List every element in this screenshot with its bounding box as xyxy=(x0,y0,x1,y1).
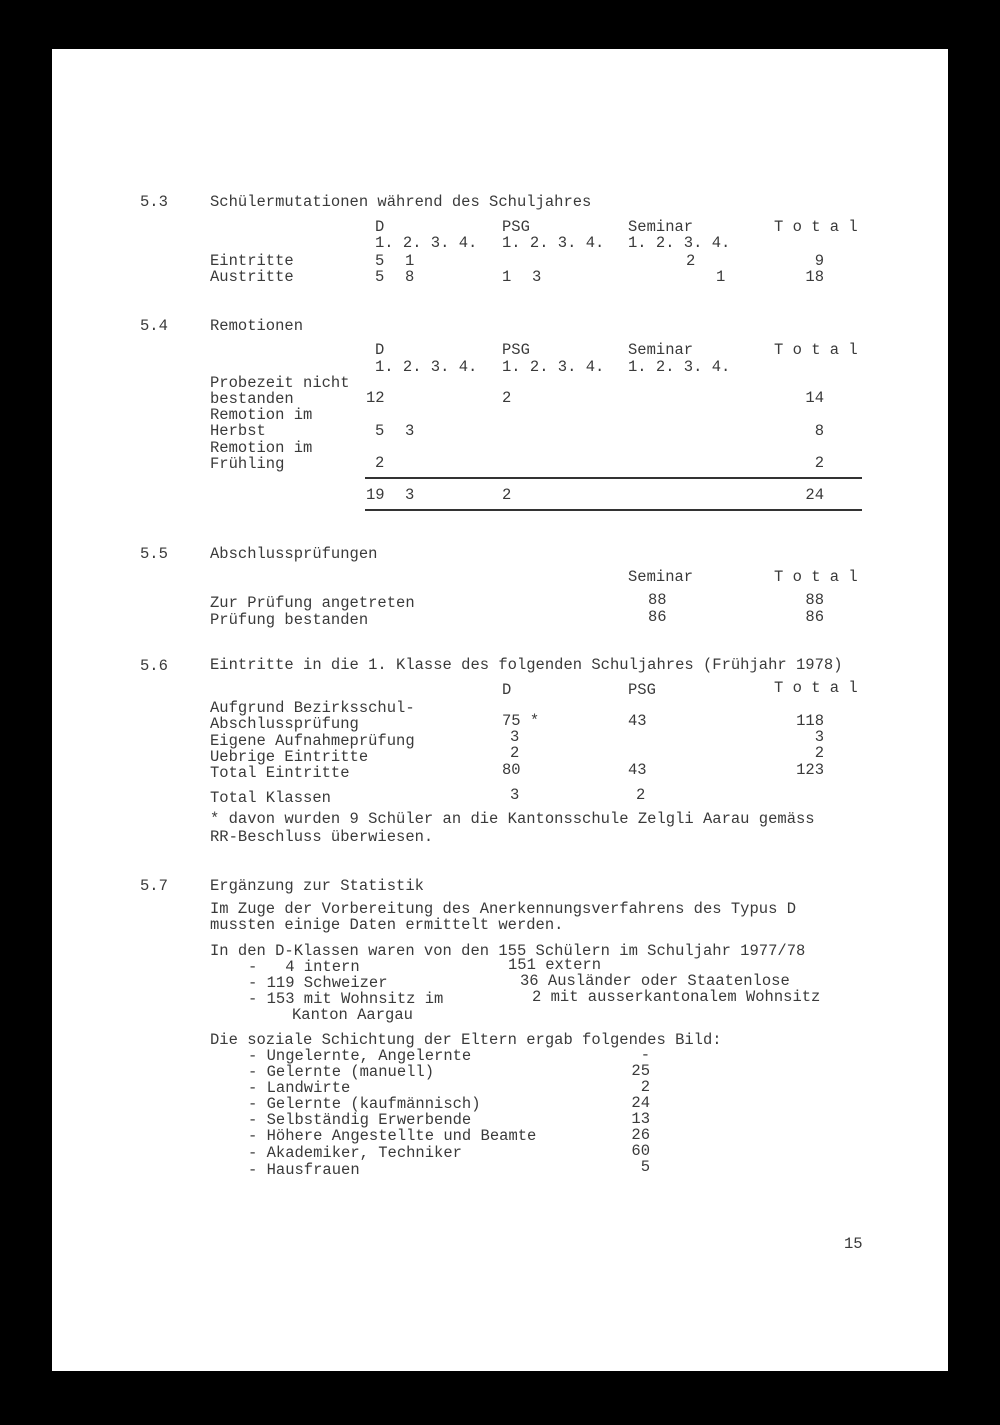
col-header-psg: PSG xyxy=(628,681,656,699)
cell-total: 14 xyxy=(805,389,824,407)
cell: 2 xyxy=(686,252,696,270)
sum-rule-bottom xyxy=(365,509,862,511)
list-item-value: 13 xyxy=(631,1110,650,1128)
section-number: 5.6 xyxy=(140,657,168,675)
cell-total: 86 xyxy=(805,608,824,626)
row-label: Abschlussprüfung xyxy=(210,715,359,733)
paragraph-line: mussten einige Daten ermittelt werden. xyxy=(210,916,564,934)
row-label: Frühling xyxy=(210,455,285,473)
row-label: Uebrige Eintritte xyxy=(210,748,369,766)
col-header-d: D xyxy=(375,341,385,359)
list-item-value: - xyxy=(640,1046,650,1064)
cell: 3 xyxy=(510,728,520,746)
stat-left: - 119 Schweizer xyxy=(248,974,388,992)
section-number: 5.4 xyxy=(140,317,168,335)
cell: 5 xyxy=(375,268,385,286)
cell: 5 xyxy=(375,422,385,440)
cell: 80 xyxy=(502,761,521,779)
cell: 75 * xyxy=(502,712,540,730)
cell-total: 8 xyxy=(814,422,824,440)
class-numbers-psg: 1. 2. 3. 4. xyxy=(502,234,605,252)
class-numbers-seminar: 1. 2. 3. 4. xyxy=(628,358,731,376)
document-page xyxy=(52,49,948,1371)
row-label: Remotion im xyxy=(210,439,313,457)
cell: 3 xyxy=(405,422,415,440)
sum-rule-top xyxy=(365,477,862,479)
row-label: bestanden xyxy=(210,390,294,408)
stat-left: Kanton Aargau xyxy=(292,1006,413,1024)
cell: 2 xyxy=(502,389,512,407)
row-label: Total Eintritte xyxy=(210,764,350,782)
section-title: Ergänzung zur Statistik xyxy=(210,877,424,895)
stat-right: 36 Ausländer oder Staatenlose xyxy=(520,972,790,990)
cell-total: 9 xyxy=(814,252,824,270)
col-header-d: D xyxy=(502,681,512,699)
cell: 43 xyxy=(628,761,647,779)
cell-total: 18 xyxy=(805,268,824,286)
col-header-d: D xyxy=(375,218,385,236)
cell-total: 3 xyxy=(814,728,824,746)
cell: 5 xyxy=(375,252,385,270)
row-label: Probezeit nicht xyxy=(210,374,350,392)
cell: 3 xyxy=(532,268,542,286)
row-label: Remotion im xyxy=(210,406,313,424)
col-header-total: T o t a l xyxy=(774,679,858,697)
row-label: Eigene Aufnahmeprüfung xyxy=(210,732,415,750)
class-numbers-seminar: 1. 2. 3. 4. xyxy=(628,234,731,252)
row-label: Total Klassen xyxy=(210,789,331,807)
col-header-total: T o t a l xyxy=(774,341,858,359)
col-header-seminar: Seminar xyxy=(628,218,694,236)
list-item-label: - Akademiker, Techniker xyxy=(248,1144,462,1162)
cell: 8 xyxy=(405,268,415,286)
cell: 88 xyxy=(648,591,667,609)
list-item-label: - Ungelernte, Angelernte xyxy=(248,1047,472,1065)
paragraph-line: In den D-Klassen waren von den 155 Schülern im Schuljahr 1977/78 xyxy=(210,942,806,960)
section-number: 5.5 xyxy=(140,545,168,563)
list-item-value: 25 xyxy=(631,1062,650,1080)
class-numbers-d: 1. 2. 3. 4. xyxy=(375,358,478,376)
section-title: Abschlussprüfungen xyxy=(210,545,378,563)
page-number: 15 xyxy=(844,1235,863,1253)
cell: 2 xyxy=(636,786,646,804)
cell-total: 2 xyxy=(814,744,824,762)
sum-total: 24 xyxy=(805,486,824,504)
row-label: Zur Prüfung angetreten xyxy=(210,594,415,612)
sum-cell: 19 xyxy=(366,486,385,504)
row-label: Prüfung bestanden xyxy=(210,611,369,629)
row-label: Eintritte xyxy=(210,252,294,270)
stat-left: - 4 intern xyxy=(248,958,360,976)
cell: 2 xyxy=(510,744,520,762)
cell: 1 xyxy=(716,268,726,286)
col-header-psg: PSG xyxy=(502,341,530,359)
section-title: Eintritte in die 1. Klasse des folgenden Schuljahres (Frühjahr 1978) xyxy=(210,656,843,674)
list-item-label: - Landwirte xyxy=(248,1079,351,1097)
list-item-label: - Höhere Angestellte und Beamte xyxy=(248,1127,537,1145)
row-label: Herbst xyxy=(210,422,266,440)
paragraph-line: Im Zuge der Vorbereitung des Anerkennungsverfahrens des Typus D xyxy=(210,900,796,918)
cell-total: 123 xyxy=(796,761,824,779)
cell-total: 2 xyxy=(814,454,824,472)
cell: 3 xyxy=(510,786,520,804)
class-numbers-psg: 1. 2. 3. 4. xyxy=(502,358,605,376)
list-item-value: 2 xyxy=(640,1078,650,1096)
list-item-value: 24 xyxy=(631,1094,650,1112)
cell-total: 88 xyxy=(805,591,824,609)
col-header-total: T o t a l xyxy=(774,218,858,236)
col-header-seminar: Seminar xyxy=(628,568,694,586)
row-label: Aufgrund Bezirksschul- xyxy=(210,699,415,717)
row-label: Austritte xyxy=(210,268,294,286)
stat-right: 151 extern xyxy=(508,956,602,974)
cell: 2 xyxy=(375,454,385,472)
stat-right: 2 mit ausserkantonalem Wohnsitz xyxy=(532,988,821,1006)
col-header-psg: PSG xyxy=(502,218,530,236)
section-title: Schülermutationen während des Schuljahres xyxy=(210,193,592,211)
section-title: Remotionen xyxy=(210,317,304,335)
cell: 43 xyxy=(628,712,647,730)
footnote-line: RR-Beschluss überwiesen. xyxy=(210,828,434,846)
list-item-label: - Gelernte (kaufmännisch) xyxy=(248,1095,481,1113)
cell: 1 xyxy=(405,252,415,270)
section-number: 5.7 xyxy=(140,877,168,895)
paragraph-line: Die soziale Schichtung der Eltern ergab folgendes Bild: xyxy=(210,1031,722,1049)
list-item-label: - Hausfrauen xyxy=(248,1161,360,1179)
col-header-seminar: Seminar xyxy=(628,341,694,359)
section-number: 5.3 xyxy=(140,193,168,211)
sum-cell: 3 xyxy=(405,486,415,504)
cell-total: 118 xyxy=(796,712,824,730)
footnote-line: * davon wurden 9 Schüler an die Kantonsschule Zelgli Aarau gemäss xyxy=(210,810,815,828)
list-item-value: 60 xyxy=(631,1142,650,1160)
col-header-total: T o t a l xyxy=(774,568,858,586)
list-item-label: - Gelernte (manuell) xyxy=(248,1063,435,1081)
cell: 86 xyxy=(648,608,667,626)
cell: 12 xyxy=(366,389,385,407)
list-item-value: 26 xyxy=(631,1126,650,1144)
list-item-label: - Selbständig Erwerbende xyxy=(248,1111,472,1129)
sum-cell: 2 xyxy=(502,486,512,504)
class-numbers-d: 1. 2. 3. 4. xyxy=(375,234,478,252)
list-item-value: 5 xyxy=(640,1158,650,1176)
cell: 1 xyxy=(502,268,512,286)
stat-left: - 153 mit Wohnsitz im xyxy=(248,990,444,1008)
